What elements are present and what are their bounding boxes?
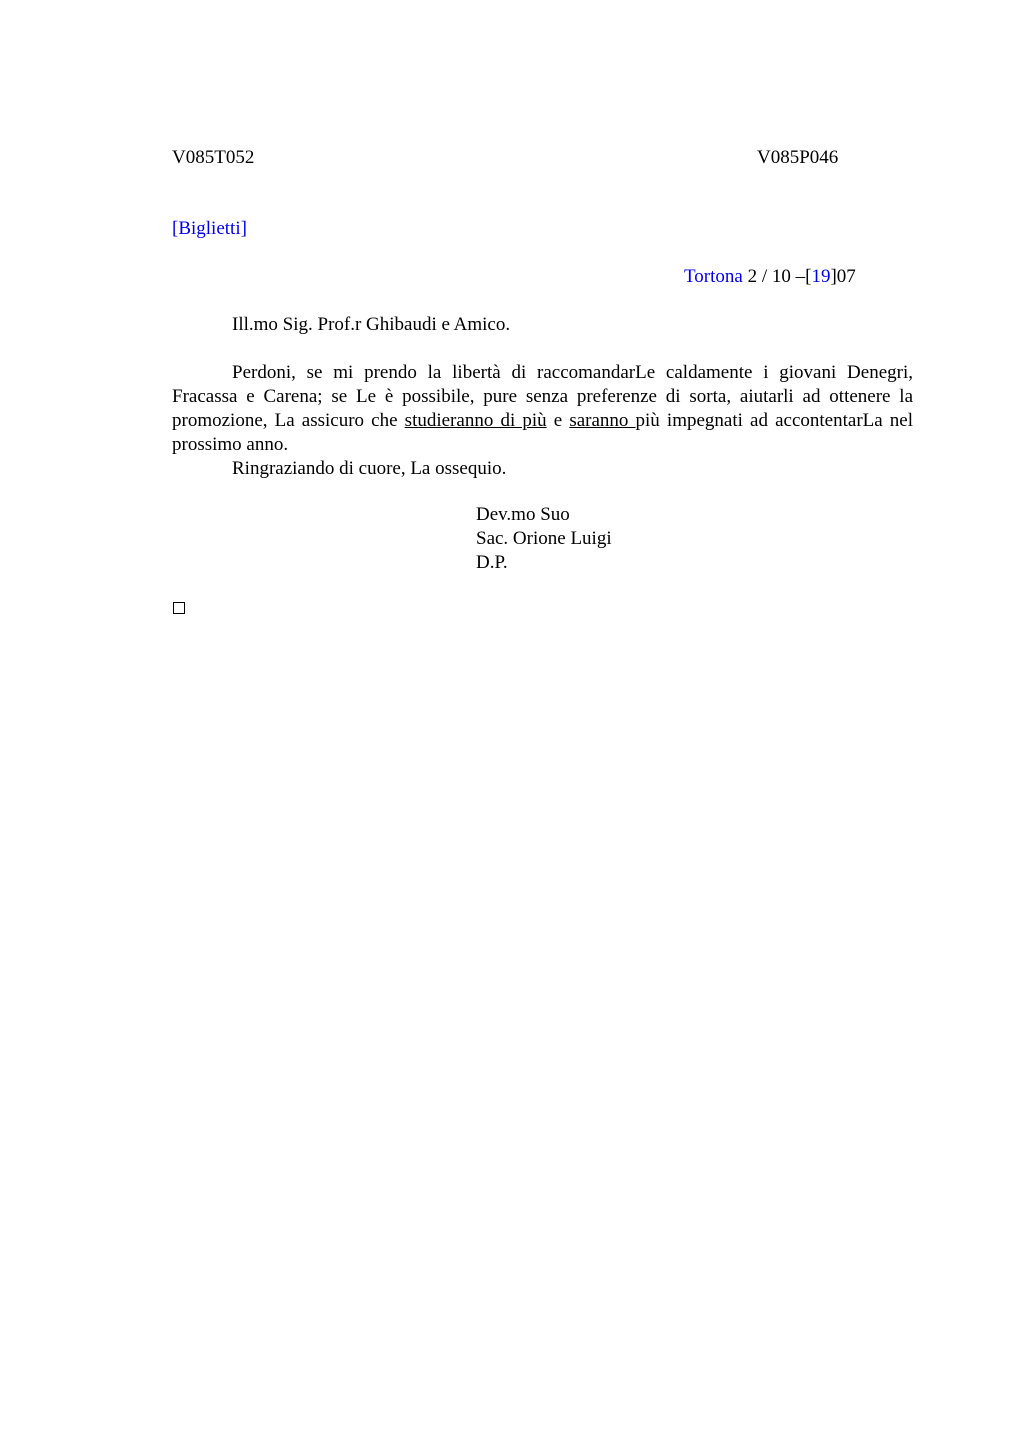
salutation: Ill.mo Sig. Prof.r Ghibaudi e Amico. bbox=[232, 314, 511, 335]
category-heading bbox=[172, 217, 247, 241]
body-p1-end: più impegnati ad accontentarLa nel prossimo anno. bbox=[172, 410, 914, 455]
body-paragraph-2: Ringraziando di cuore, La ossequio. bbox=[232, 458, 507, 479]
signature-initials: D.P. bbox=[476, 552, 508, 573]
document-code-left: V085T052 bbox=[172, 147, 255, 168]
dateline bbox=[684, 265, 856, 289]
body-underlined-saranno: saranno bbox=[569, 410, 636, 431]
signature-closing: Dev.mo Suo bbox=[476, 504, 570, 525]
letter-body bbox=[172, 361, 913, 481]
dateline-year-end: 07 bbox=[836, 266, 856, 287]
dateline-year-close-bracket: ] bbox=[830, 266, 837, 287]
category-open-bracket: [ bbox=[172, 218, 179, 239]
category-close-bracket: ] bbox=[240, 218, 247, 239]
category-label: Biglietti bbox=[178, 218, 241, 239]
empty-square-icon bbox=[173, 602, 185, 614]
signature-name: Sac. Orione Luigi bbox=[476, 528, 612, 549]
dateline-year-inserted: 19 bbox=[811, 266, 831, 287]
dateline-place: Tortona bbox=[684, 266, 743, 287]
dateline-date: 2 / 10 – bbox=[742, 266, 806, 287]
body-p1-mid: e bbox=[546, 410, 570, 431]
body-p1-start: Perdoni, se mi prendo la libertà di raccomandarLe caldamente i giovani Denegri, Fracassa e Carena; se Le è possibile, pure senza preferenze di sorta, aiutarli ad ottenere la promozione, La assicuro che bbox=[172, 362, 913, 431]
body-underlined-studieranno: studieranno di più bbox=[404, 410, 547, 431]
body-paragraph-1 bbox=[172, 361, 913, 457]
dateline-year-open-bracket: [ bbox=[805, 266, 812, 287]
document-code-right: V085P046 bbox=[757, 147, 839, 168]
